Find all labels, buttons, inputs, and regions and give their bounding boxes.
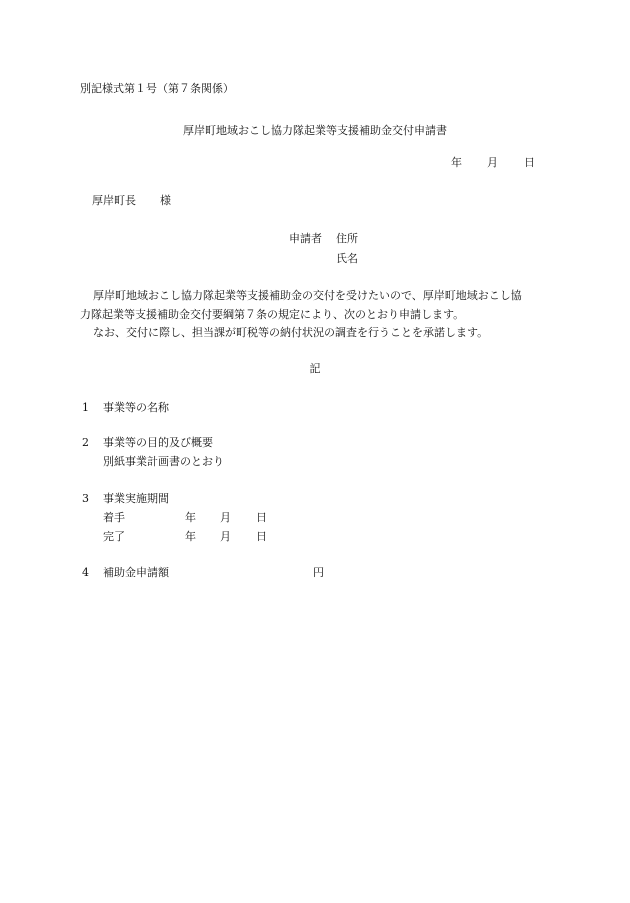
yen-unit: 円 — [313, 566, 324, 579]
date-month-label: 月 — [487, 156, 498, 169]
name-label: 氏名 — [336, 252, 358, 265]
body-paragraph-line: 厚岸町地域おこし協力隊起業等支援補助金の交付を受けたいので、厚岸町地域おこし協 — [93, 289, 522, 302]
item-number: 2 — [82, 436, 89, 449]
document-title: 厚岸町地域おこし協力隊起業等支援補助金交付申請書 — [183, 124, 447, 137]
date-year-label: 年 — [451, 156, 462, 169]
period-start-year: 年 — [185, 511, 196, 524]
item-number: 1 — [82, 401, 89, 414]
item-sub-text: 別紙事業計画書のとおり — [103, 455, 224, 468]
period-start-label: 着手 — [103, 511, 125, 524]
period-end-month: 月 — [220, 530, 231, 543]
period-start-day: 日 — [256, 511, 267, 524]
item-label: 事業等の目的及び概要 — [103, 436, 213, 449]
ki-heading: 記 — [309, 362, 321, 375]
item-label: 補助金申請額 — [103, 566, 169, 579]
item-number: 4 — [82, 566, 89, 579]
period-start-month: 月 — [220, 511, 231, 524]
body-paragraph-line: なお、交付に際し、担当課が町税等の納付状況の調査を行うことを承諾します。 — [93, 326, 489, 339]
form-number-label: 別記様式第１号（第７条関係） — [80, 82, 234, 95]
item-label: 事業実施期間 — [103, 492, 169, 505]
date-day-label: 日 — [524, 156, 535, 169]
period-end-day: 日 — [256, 530, 267, 543]
addressee-honorific: 様 — [160, 194, 171, 207]
body-paragraph-line: 力隊起業等支援補助金交付要綱第７条の規定により、次のとおり申請します。 — [80, 308, 465, 321]
item-number: 3 — [82, 492, 89, 505]
period-end-label: 完了 — [103, 530, 125, 543]
address-label: 住所 — [336, 232, 358, 245]
period-end-year: 年 — [185, 530, 196, 543]
item-label: 事業等の名称 — [103, 401, 169, 414]
applicant-label: 申請者 — [289, 232, 322, 245]
addressee-name: 厚岸町長 — [92, 194, 136, 207]
